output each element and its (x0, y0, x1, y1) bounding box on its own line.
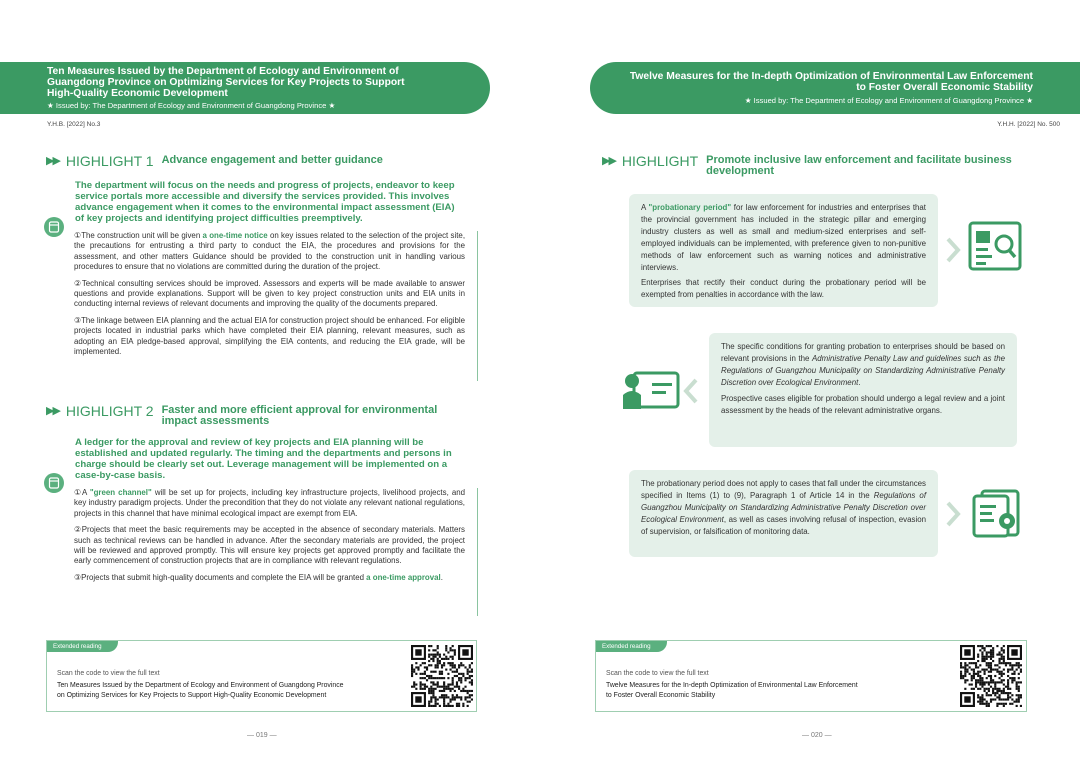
box-paragraph: The probationary period does not apply to cases that fall under the circumstances specified in Items (1) to (9), Paragraph 1 of Article 14 in the Regulations of Guangzhou Municipality on Standardizing Administrative Penalty Discretion over Ecological Environment, as well as cases involving refusal of inspection, evasion of supervision, or falsification of monitoring data. (641, 479, 927, 536)
left-banner-title (47, 66, 460, 99)
scan-code-text: Scan the code to view the full text (606, 670, 709, 677)
document-icon (44, 217, 64, 237)
qr-code-icon[interactable] (960, 645, 1022, 707)
highlight-2-paragraph: ②Projects that meet the basic requirements may be accepted in the absence of secondary materials. Matters such as technical reviews can be handled in advance. After the secondary materials are provided, the project will be reviewed and approved promptly. This will ensure key projects get approved promptly and facilitate the early commencement of construction projects that are in compliance with relevant regulations. (74, 525, 465, 566)
right-banner-title-line: Twelve Measures for the In-depth Optimization of Environmental Law Enforcement (629, 71, 1033, 82)
qr-code-icon[interactable] (411, 645, 473, 707)
double-arrow-icon: ▶▶ (602, 155, 615, 167)
box-paragraph: The specific conditions for granting probation to enterprises should be based on relevant provisions in the Administrative Penalty Law and guidelines such as the Regulations of Guangzhou Municipality on Standardizing Administrative Penalty Discretion over Ecological Environment. (721, 342, 1005, 387)
highlight-1-title: Advance engagement and better guidance (161, 154, 383, 166)
extended-reading-tag: Extended reading (596, 641, 667, 652)
left-banner-title-line: High-Quality Economic Development (47, 88, 228, 99)
extended-reading-tag: Extended reading (47, 641, 118, 652)
right-banner-title-line: to Foster Overall Economic Stability (856, 82, 1033, 93)
chevron-left-icon (682, 377, 700, 405)
probation-box-3 (629, 470, 938, 557)
right-highlight-label: HIGHLIGHT (621, 153, 699, 169)
right-extended-reading (595, 640, 1027, 712)
highlight-2-label: HIGHLIGHT 2 (65, 403, 154, 419)
highlight-2-body (74, 488, 478, 616)
document-icon (44, 473, 64, 493)
right-highlight-title: Promote inclusive law enforcement and facilitate business development (706, 154, 1012, 177)
left-banner-issued: ★ Issued by: The Department of Ecology and Environment of Guangdong Province ★ (47, 101, 336, 110)
highlight-1-heading (46, 153, 383, 169)
highlight-2-paragraph: ①A "green channel" will be set up for projects, including key infrastructure projects, livelihood projects, and key industry paradigm projects. Under the precondition that they do not violate any relevant national regulations, projects in this channel that have minimal ecological impact are exempt from EIA. (74, 488, 466, 518)
right-page-number: — 020 — (802, 732, 832, 739)
right-banner (590, 62, 1080, 114)
left-doc-number: Y.H.B. [2022] No.3 (47, 121, 101, 128)
id-card-icon (622, 371, 680, 411)
probation-box-2 (709, 333, 1017, 447)
highlight-1-paragraph: ②Technical consulting services should be improved. Assessors and experts will be made available to answer questions and provide explanations. Support will be given to key project construction units and EIA units in conducting internal reviews of relevant documents and improving the quality of the documents prepared. (74, 278, 465, 309)
box-paragraph: Enterprises that rectify their conduct during the probationary period will be exempted from penalties in accordance with the law. (641, 278, 926, 300)
left-banner-title-line: Ten Measures Issued by the Department of Ecology and Environment of (47, 66, 399, 77)
extended-reading-doc-name: Twelve Measures for the In-depth Optimization of Environmental Law Enforcement to Foster Overall Economic Stability (606, 682, 858, 699)
highlight-2-title: Faster and more efficient approval for environmental impact assessments (161, 404, 438, 427)
probation-box-1 (629, 194, 938, 307)
right-highlight-heading (602, 153, 1012, 177)
double-arrow-icon: ▶▶ (46, 405, 59, 417)
highlight-2-paragraph: ③Projects that submit high-quality documents and complete the EIA will be granted a one-time approval. (74, 572, 443, 582)
right-banner-title (620, 71, 1033, 93)
left-page-number: — 019 — (247, 732, 277, 739)
document-settings-icon (972, 489, 1022, 539)
highlight-1-body (74, 231, 478, 381)
right-page (540, 0, 1080, 772)
right-doc-number: Y.H.H. [2022] No. 500 (997, 121, 1060, 128)
right-banner-issued: ★ Issued by: The Department of Ecology and Environment of Guangdong Province ★ (744, 96, 1033, 105)
scan-code-text: Scan the code to view the full text (57, 670, 160, 677)
chevron-right-icon (944, 500, 962, 528)
highlight-2-lead: A ledger for the approval and review of key projects and EIA planning will be established and updated regularly. The timing and the departments and persons in charge should be clearly set out. Leverage management will be implemented on a case-by-case basis. (75, 437, 452, 481)
left-banner-title-line: Guangdong Province on Optimizing Services for Key Projects to Support (47, 77, 405, 88)
left-banner (0, 62, 490, 114)
document-search-icon (968, 221, 1024, 271)
extended-reading-doc-name: Ten Measures Issued by the Department of Ecology and Environment of Guangdong Province on Optimizing Services for Key Projects to Support High-Quality Economic Development (57, 682, 344, 699)
box-paragraph: A "probationary period" for law enforcement for industries and enterprises that the provincial government has included in the strategic pillar and emerging industry clusters as well as small and medium-sized enterprises and self-employed individuals can be implemented, with preference given to non-punitive methods of law enforcement such as warning notices and administrative interviews. (641, 203, 926, 272)
highlight-1-lead: The department will focus on the needs and progress of projects, endeavor to keep service portals more accessible and diversify the services provided. This involves advance engagement when it comes to the environmental impact assessment (EIA) of key projects and identifying project difficulties preemptively. (75, 180, 455, 224)
double-arrow-icon: ▶▶ (46, 155, 59, 167)
highlight-1-label: HIGHLIGHT 1 (65, 153, 154, 169)
highlight-1-paragraph: ③The linkage between EIA planning and the actual EIA for construction project should be enhanced. For eligible projects located in industrial parks which have completed their EIA planning, relevant measures, such as adopting an EIA pledge-based approval, simplifying the EIA contents, and reducing the EIA grade, will be implemented. (74, 315, 465, 357)
box-paragraph: Prospective cases eligible for probation should undergo a legal review and a joint assessment by the heads of the relevant administrative organs. (721, 393, 1005, 415)
highlight-1-paragraph: ①The construction unit will be given a one-time notice on key issues related to the selection of the project site, the precautions for entrusting a third party to conduct the EIA, the procedures and provisions for the assessment, and other matters Guidance should be provided to the construction unit in handling various procedures to ensure that no violations are committed during the duration of the project. (74, 231, 466, 272)
highlight-2-heading (46, 403, 437, 427)
left-extended-reading (46, 640, 477, 712)
chevron-right-icon (944, 236, 962, 264)
